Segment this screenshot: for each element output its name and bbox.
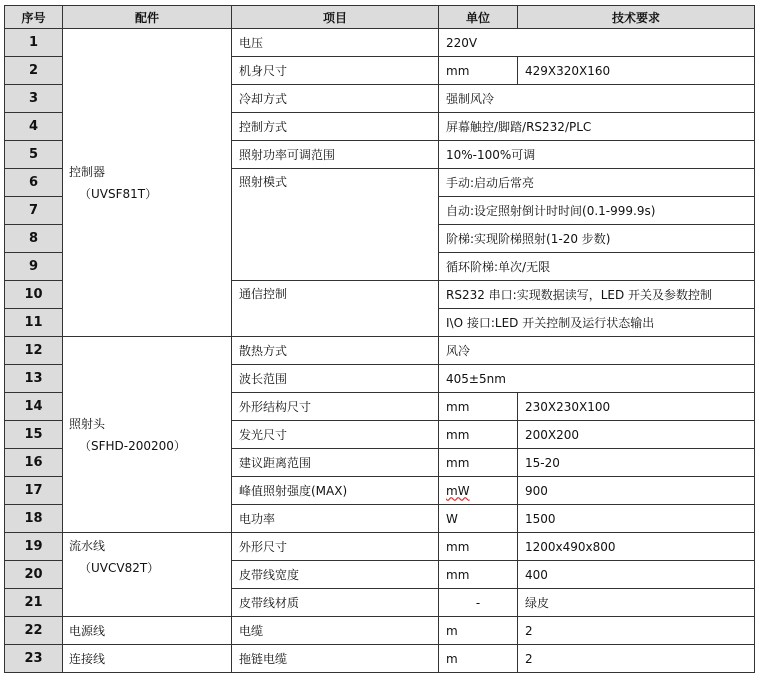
row-value: 2	[518, 617, 755, 645]
row-seq: 22	[5, 617, 63, 645]
row-item: 波长范围	[232, 365, 439, 393]
row-unit	[439, 477, 518, 505]
part-link	[63, 645, 232, 673]
row-unit: m	[439, 617, 518, 645]
row-value: 405±5nm	[439, 365, 755, 393]
row-unit: mm	[439, 449, 518, 477]
row-item: 峰值照射强度(MAX)	[232, 477, 439, 505]
row-item: 散热方式	[232, 337, 439, 365]
part-controller	[63, 29, 232, 337]
row-item: 照射模式	[232, 169, 439, 281]
row-seq: 11	[5, 309, 63, 337]
header-item: 项目	[232, 6, 439, 29]
part-model: （SFHD-200200）	[79, 438, 186, 453]
row-value: 10%-100%可调	[439, 141, 755, 169]
row-value: 屏幕触控/脚踏/RS232/PLC	[439, 113, 755, 141]
part-line	[63, 533, 232, 617]
table-row	[5, 29, 755, 57]
row-seq: 21	[5, 589, 63, 617]
row-seq: 15	[5, 421, 63, 449]
table-row	[5, 617, 755, 645]
row-unit: mm	[439, 561, 518, 589]
row-unit: -	[439, 589, 518, 617]
header-requirement: 技术要求	[518, 6, 755, 29]
row-unit: mm	[439, 393, 518, 421]
row-seq: 17	[5, 477, 63, 505]
row-seq: 9	[5, 253, 63, 281]
row-unit: mm	[439, 533, 518, 561]
row-seq: 12	[5, 337, 63, 365]
row-item: 通信控制	[232, 281, 439, 337]
part-name: 电源线	[69, 623, 106, 638]
row-item: 拖链电缆	[232, 645, 439, 673]
row-item: 机身尺寸	[232, 57, 439, 85]
row-value: 220V	[439, 29, 755, 57]
row-item: 冷却方式	[232, 85, 439, 113]
header-row	[5, 6, 755, 29]
table-row	[5, 645, 755, 673]
table-row	[5, 337, 755, 365]
row-seq: 20	[5, 561, 63, 589]
row-value: 230X230X100	[518, 393, 755, 421]
spec-table	[4, 5, 755, 673]
part-name: 流水线	[69, 539, 106, 553]
part-model: （UVSF81T）	[79, 186, 158, 201]
row-value: 自动:设定照射倒计时时间(0.1-999.9s)	[439, 197, 755, 225]
row-item: 发光尺寸	[232, 421, 439, 449]
row-seq: 18	[5, 505, 63, 533]
part-power	[63, 617, 232, 645]
row-value: 429X320X160	[518, 57, 755, 85]
part-head	[63, 337, 232, 533]
row-seq: 3	[5, 85, 63, 113]
row-seq: 13	[5, 365, 63, 393]
row-seq: 1	[5, 29, 63, 57]
row-item: 控制方式	[232, 113, 439, 141]
row-seq: 4	[5, 113, 63, 141]
row-item: 电压	[232, 29, 439, 57]
row-item: 建议距离范围	[232, 449, 439, 477]
part-model: （UVCV82T）	[79, 561, 160, 575]
row-unit: mm	[439, 57, 518, 85]
row-value: 1200x490x800	[518, 533, 755, 561]
row-seq: 19	[5, 533, 63, 561]
row-seq: 23	[5, 645, 63, 673]
row-value: I\O 接口:LED 开关控制及运行状态输出	[439, 309, 755, 337]
row-value: 手动:启动后常亮	[439, 169, 755, 197]
row-value: 强制风冷	[439, 85, 755, 113]
row-value: 200X200	[518, 421, 755, 449]
header-seq: 序号	[5, 6, 63, 29]
row-value: 循环阶梯:单次/无限	[439, 253, 755, 281]
row-seq: 7	[5, 197, 63, 225]
row-value: 风冷	[439, 337, 755, 365]
row-item: 外形结构尺寸	[232, 393, 439, 421]
part-name: 控制器	[69, 164, 106, 179]
header-unit: 单位	[439, 6, 518, 29]
row-unit: mm	[439, 421, 518, 449]
row-seq: 6	[5, 169, 63, 197]
row-value: 900	[518, 477, 755, 505]
row-seq: 16	[5, 449, 63, 477]
row-unit-text: mW	[446, 483, 470, 498]
row-item: 电缆	[232, 617, 439, 645]
row-value: 15-20	[518, 449, 755, 477]
row-seq: 10	[5, 281, 63, 309]
row-value: 2	[518, 645, 755, 673]
row-seq: 2	[5, 57, 63, 85]
row-seq: 14	[5, 393, 63, 421]
row-value: 1500	[518, 505, 755, 533]
row-item: 电功率	[232, 505, 439, 533]
row-item: 外形尺寸	[232, 533, 439, 561]
row-unit: W	[439, 505, 518, 533]
row-item: 照射功率可调范围	[232, 141, 439, 169]
row-value: 阶梯:实现阶梯照射(1-20 步数)	[439, 225, 755, 253]
header-part: 配件	[63, 6, 232, 29]
part-name: 连接线	[69, 651, 106, 666]
row-item: 皮带线宽度	[232, 561, 439, 589]
row-seq: 8	[5, 225, 63, 253]
table-row	[5, 533, 755, 561]
row-unit: m	[439, 645, 518, 673]
row-value: 绿皮	[518, 589, 755, 617]
row-item: 皮带线材质	[232, 589, 439, 617]
row-seq: 5	[5, 141, 63, 169]
part-name: 照射头	[69, 416, 106, 431]
row-value: 400	[518, 561, 755, 589]
row-value: RS232 串口:实现数据读写，LED 开关及参数控制	[439, 281, 755, 309]
